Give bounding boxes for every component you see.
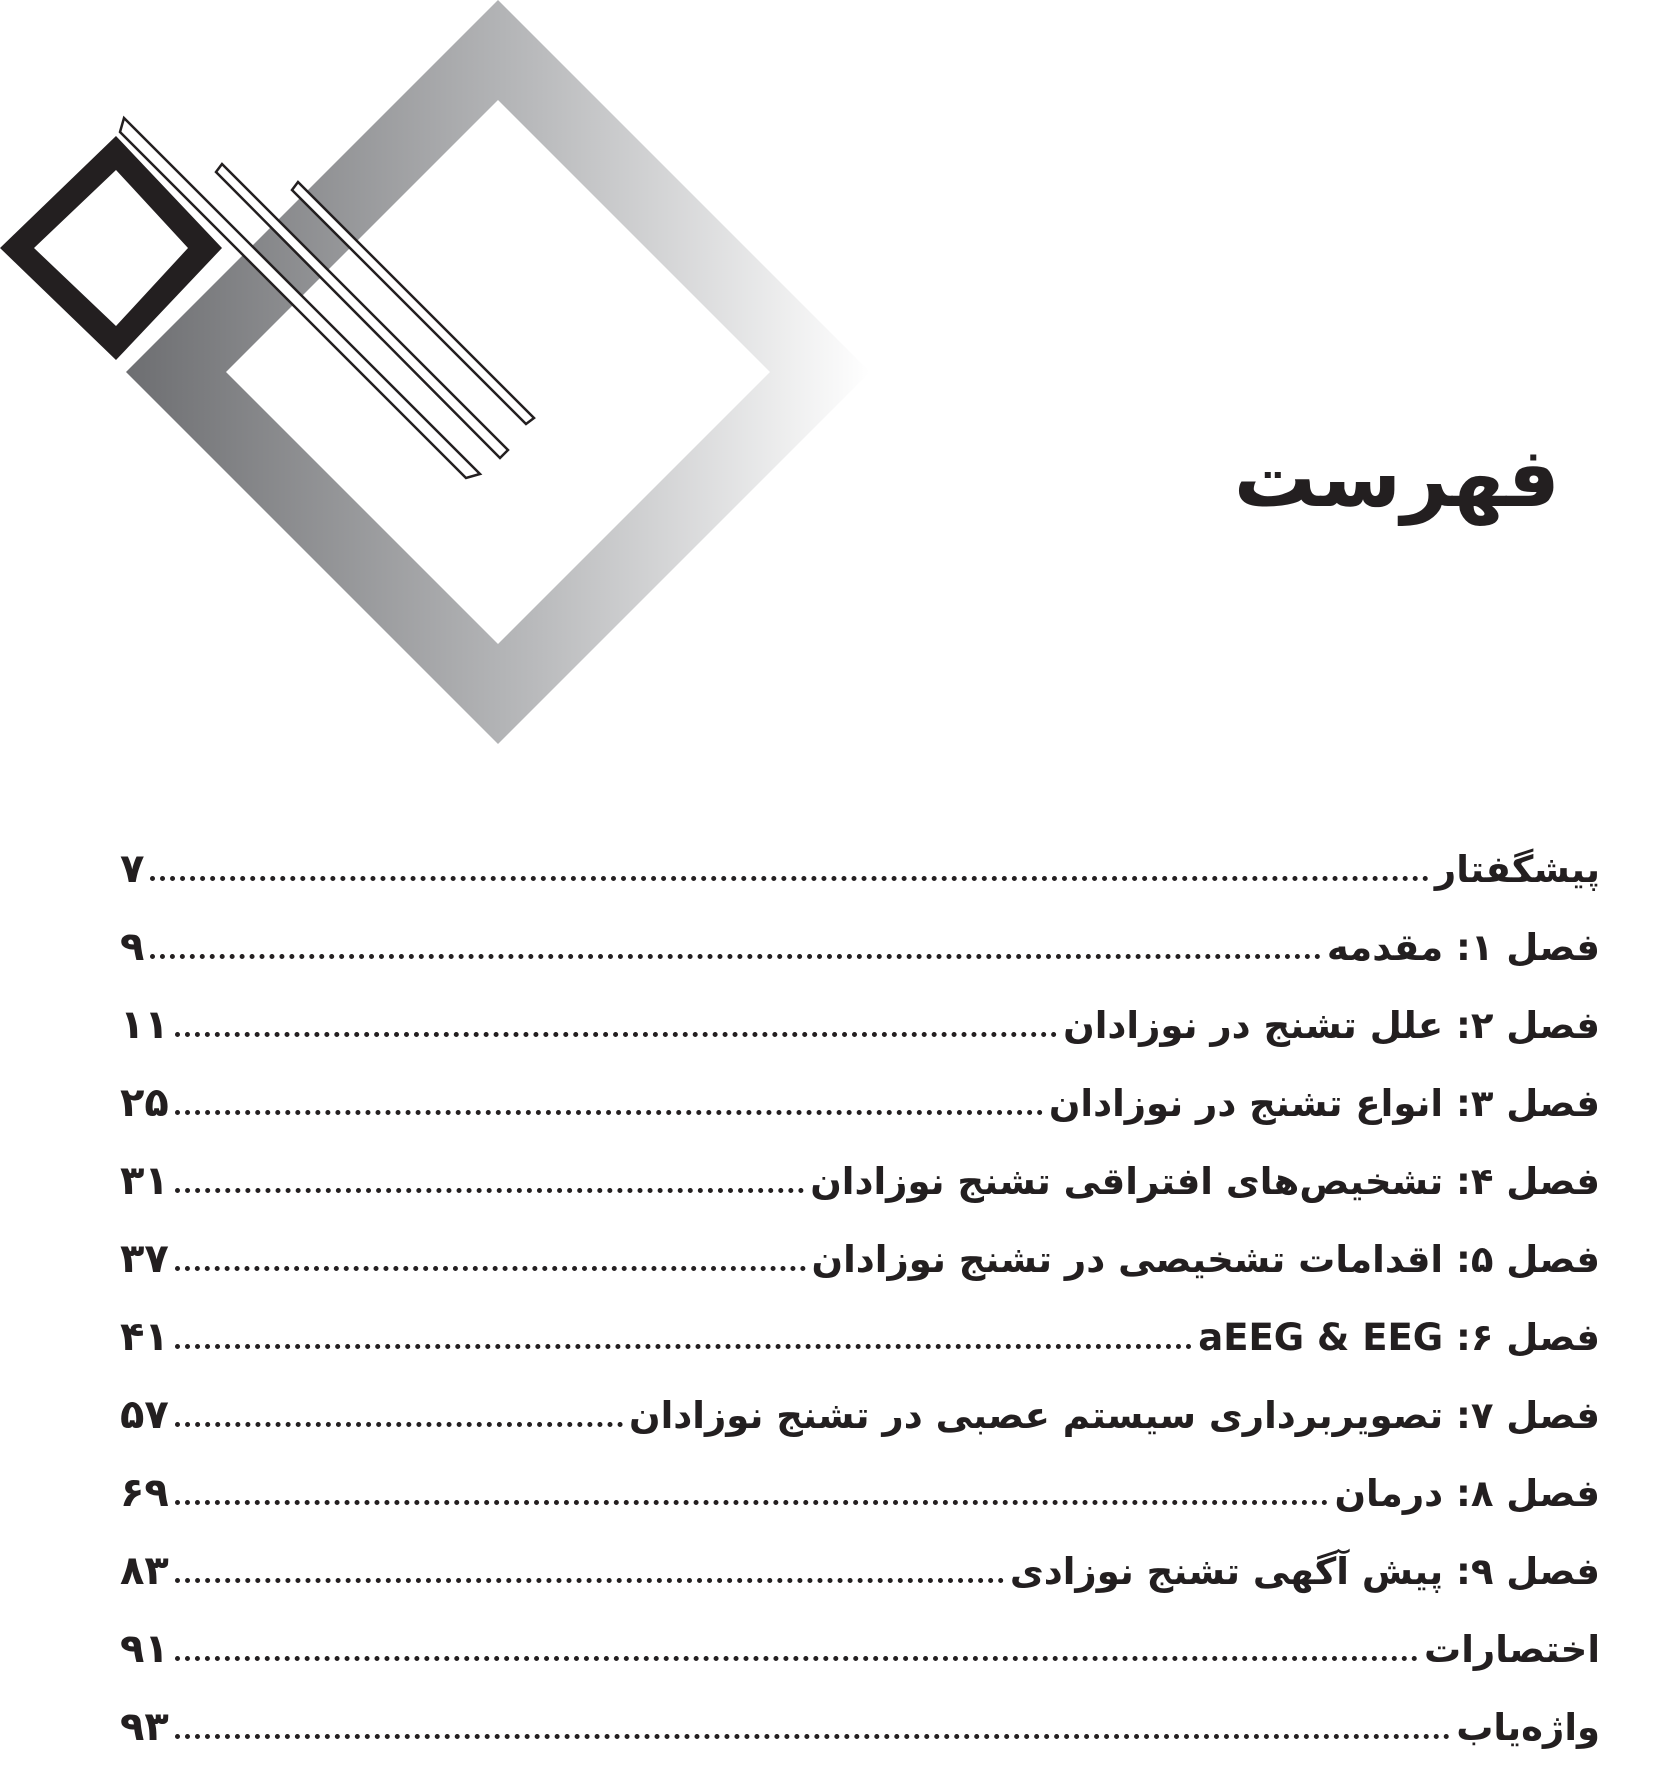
toc-page-number: ۳۱ bbox=[120, 1158, 169, 1204]
toc-dot-leader bbox=[175, 1500, 1329, 1505]
toc-entry-title: فصل ۶: aEEG & EEG bbox=[1198, 1315, 1600, 1359]
toc-entry-title: فصل ۴: تشخیص‌های افتراقی تشنج نوزادان bbox=[810, 1159, 1600, 1203]
page-title: فهرست bbox=[1233, 431, 1560, 526]
toc-entry-glossary[interactable] bbox=[120, 1688, 1600, 1766]
toc-entry-abbreviations[interactable] bbox=[120, 1610, 1600, 1688]
toc-dot-leader bbox=[150, 954, 1320, 959]
toc-entry-title: فصل ۵: اقدامات تشخیصی در تشنج نوزادان bbox=[811, 1237, 1600, 1281]
toc-entry-chapter-4[interactable] bbox=[120, 1142, 1600, 1220]
toc-entry-chapter-3[interactable] bbox=[120, 1064, 1600, 1142]
toc-page-number: ۴۱ bbox=[120, 1314, 169, 1360]
toc-page-number: ۲۵ bbox=[120, 1080, 169, 1126]
toc-page-number: ۷ bbox=[120, 846, 145, 892]
toc-entry-title: فصل ۸: درمان bbox=[1334, 1471, 1600, 1515]
toc-page-number: ۳۷ bbox=[120, 1236, 169, 1282]
toc-page-number: ۵۷ bbox=[120, 1392, 169, 1438]
toc-entry-title: فصل ۹: پیش آگهی تشنج نوزادی bbox=[1009, 1549, 1600, 1593]
toc-dot-leader bbox=[175, 1578, 1004, 1583]
toc-entry-title: واژه‌یاب bbox=[1456, 1705, 1600, 1749]
toc-dot-leader bbox=[175, 1188, 804, 1193]
toc-dot-leader bbox=[175, 1344, 1192, 1349]
toc-entry-preface[interactable] bbox=[120, 830, 1600, 908]
toc-page-number: ۱۱ bbox=[120, 1002, 169, 1048]
toc-page-number: ۹۱ bbox=[120, 1626, 169, 1672]
toc-entry-chapter-8[interactable] bbox=[120, 1454, 1600, 1532]
toc-dot-leader bbox=[175, 1422, 623, 1427]
toc-dot-leader bbox=[150, 876, 1428, 881]
toc-page-number: ۹۳ bbox=[120, 1704, 169, 1750]
decorative-diamonds-graphic bbox=[0, 0, 900, 760]
toc-entry-title: اختصارات bbox=[1424, 1627, 1600, 1671]
toc-dot-leader bbox=[175, 1656, 1418, 1661]
toc-entry-chapter-1[interactable] bbox=[120, 908, 1600, 986]
diagonal-bar-3 bbox=[292, 182, 534, 424]
toc-entry-chapter-9[interactable] bbox=[120, 1532, 1600, 1610]
large-diamond-frame bbox=[126, 0, 870, 744]
toc-entry-title: پیشگفتار bbox=[1434, 847, 1600, 891]
toc-page-number: ۶۹ bbox=[120, 1470, 169, 1516]
toc-page-number: ۹ bbox=[120, 924, 145, 970]
toc-entry-title: فصل ۷: تصویربرداری سیستم عصبی در تشنج نوزادان bbox=[629, 1393, 1600, 1437]
toc-page-number: ۸۳ bbox=[120, 1548, 169, 1594]
toc-entry-title: فصل ۱: مقدمه bbox=[1326, 925, 1600, 969]
toc-entry-chapter-6[interactable] bbox=[120, 1298, 1600, 1376]
toc-dot-leader bbox=[175, 1266, 806, 1271]
table-of-contents bbox=[120, 830, 1600, 1766]
toc-dot-leader bbox=[175, 1734, 1450, 1739]
toc-entry-title: فصل ۲: علل تشنج در نوزادان bbox=[1063, 1003, 1600, 1047]
toc-entry-title: فصل ۳: انواع تشنج در نوزادان bbox=[1048, 1081, 1600, 1125]
toc-dot-leader bbox=[175, 1032, 1057, 1037]
toc-entry-chapter-7[interactable] bbox=[120, 1376, 1600, 1454]
toc-entry-chapter-2[interactable] bbox=[120, 986, 1600, 1064]
toc-entry-chapter-5[interactable] bbox=[120, 1220, 1600, 1298]
toc-dot-leader bbox=[175, 1110, 1043, 1115]
